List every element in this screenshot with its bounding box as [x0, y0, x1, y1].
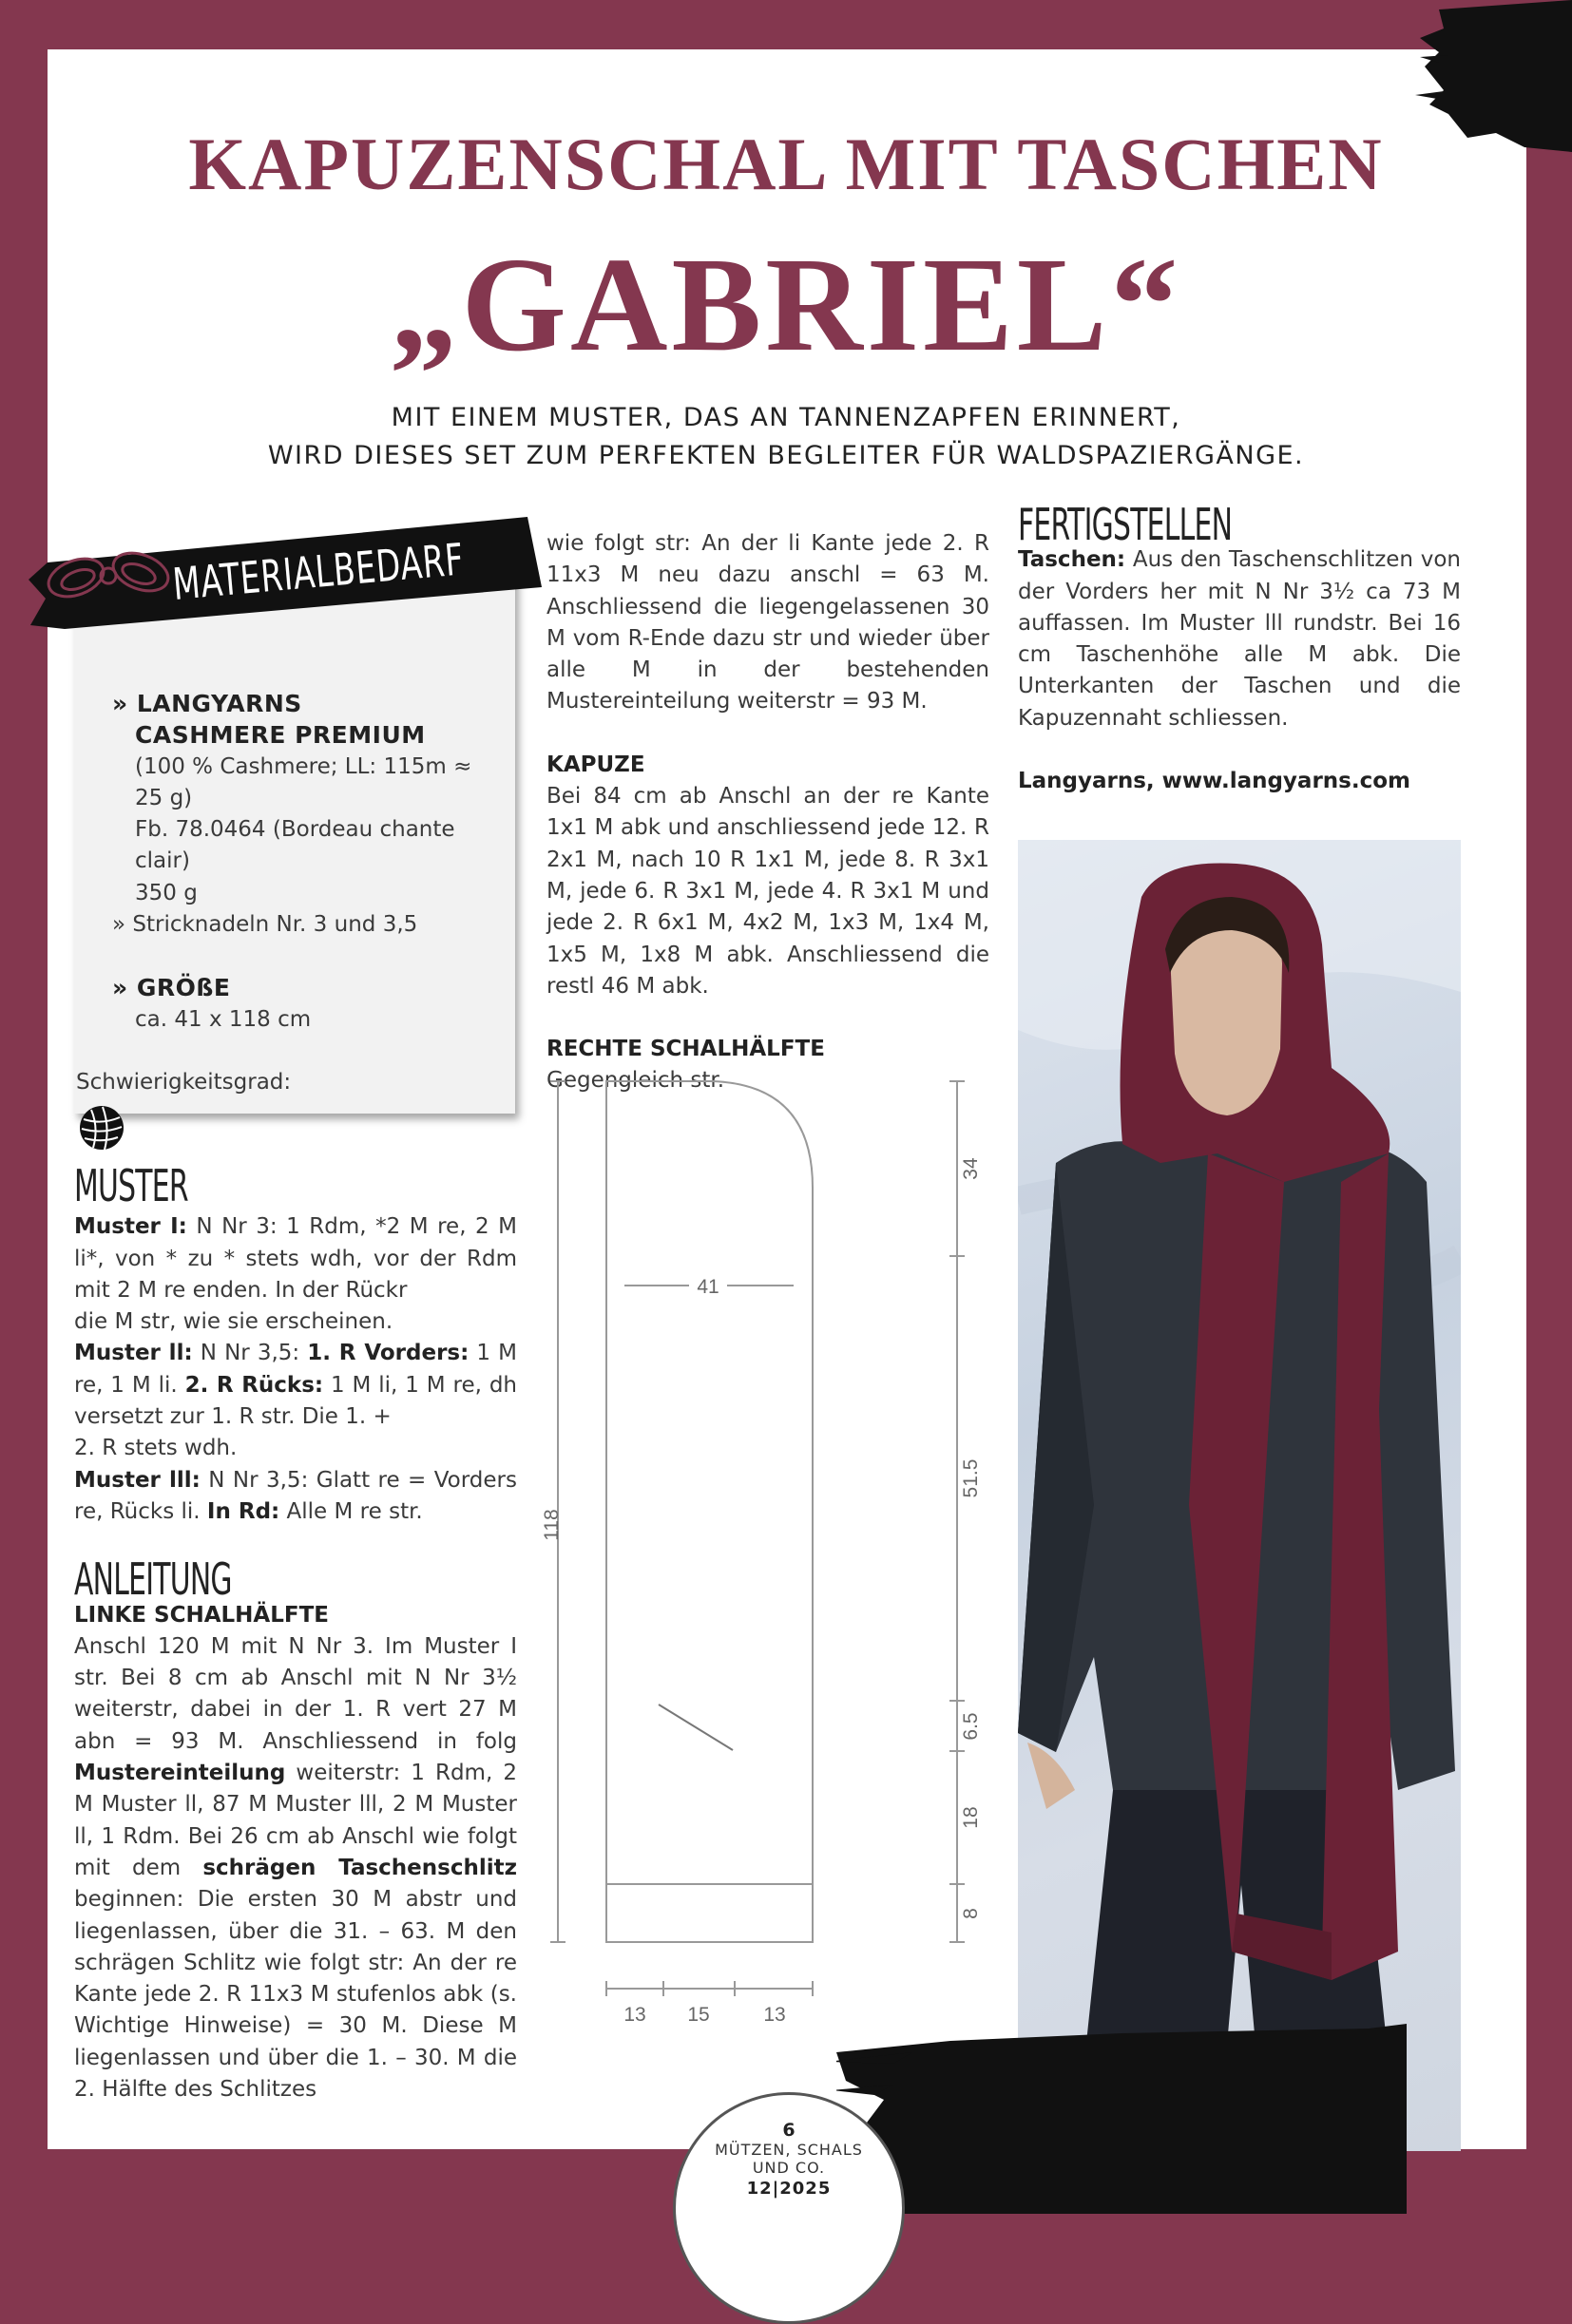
col2-continue-text: wie folgt str: An der li Kante jede 2. R 11x3 M neu dazu anschl = 63 M. Anschliessend die liegengelassenen 30 M vom R-Ende dazu str und wieder über alle M in der bestehenden Mustereinteilung weiterstr = 93 M. — [546, 531, 989, 714]
yarn-name-1: » LANGYARNS — [112, 690, 302, 717]
magazine-title-2: UND CO. — [752, 2159, 826, 2177]
schematic-diagram — [537, 1074, 993, 2024]
muster2-label: Muster ll: — [74, 1341, 193, 1366]
linke-heading: LINKE SCHALHÄLFTE — [74, 1602, 329, 1628]
muster-text — [74, 1211, 517, 1306]
anleitung-p1d: schrägen Taschenschlitz — [202, 1855, 517, 1880]
magazine-title-1: MÜTZEN, SCHALS — [715, 2141, 863, 2159]
pocket-slit — [659, 1705, 733, 1750]
fertig-text — [1018, 544, 1461, 734]
fertig-body: Aus den Taschenschlitzen von der Vorders her mit N Nr 3½ ca 73 M auffassen. Im Muster lll rundstr. Bei 16 cm Taschenhöhe alle M abk. Die Unterkanten der Taschen und die Kapuzennaht schliessen. — [1018, 547, 1461, 731]
muster2-d: 2. R stets wdh. — [74, 1436, 238, 1461]
dim-bottom-label: 8 — [960, 1908, 982, 1919]
dim-b3-label: 13 — [763, 2004, 786, 2024]
kapuze-heading: KAPUZE — [546, 752, 645, 777]
anleitung-p1b: Mustereinteilung — [74, 1761, 286, 1786]
anleitung-p1e: beginnen: Die ersten 30 M abstr und liegenlassen, über die 31. – 63. M den schrägen Schlitz wie folgt str: An der re Kante jede 2. R 11x3 M stufenlos abk (s. Wichtige Hinweise) = 30 M. Diese M liegenlassen und über die 1. – 30. M die 2. Hälfte des Schlitzes — [74, 1887, 517, 2103]
column-3 — [1018, 499, 1461, 797]
model-photo-illustration — [1018, 840, 1461, 2151]
yarn-detail-1: (100 % Cashmere; LL: 115m ≈ 25 g) — [135, 753, 472, 810]
dim-mid-label: 51.5 — [960, 1458, 982, 1498]
dim-slit-label: 6.5 — [960, 1712, 982, 1741]
yarn-detail-2: Fb. 78.0464 (Bordeau chante clair) — [135, 817, 455, 874]
dim-width-label: 41 — [697, 1276, 719, 1298]
dim-b2-label: 15 — [687, 2004, 710, 2024]
fertig-heading: FERTIGSTELLEN — [1018, 499, 1233, 550]
muster3-a: N Nr 3,5: Glatt re = Vorders re, Rücks li. — [74, 1467, 517, 1524]
muster-section — [74, 1160, 518, 2105]
muster2-c-label: 2. R Rücks: — [184, 1372, 324, 1398]
kapuze-text: Bei 84 cm ab Anschl an der re Kante 1x1 M abk und anschliessend jede 12. R 2x1 M, nach 10 R 1x1 M, jede 8. R 3x1 M, jede 6. R 3x1 M, jede 4. R 3x1 M und jede 2. R 6x1 M, 4x2 M, 1x3 M, 1x4 M, 1x5 M, 1x8 M abk. Anschliessend die restl 46 M abk. — [546, 784, 989, 999]
material-list — [76, 688, 502, 1162]
muster3-b: Alle M re str. — [279, 1498, 423, 1524]
difficulty-label: Schwierigkeitsgrad: — [76, 1069, 292, 1095]
muster1-text: N Nr 3: 1 Rdm, *2 M re, 2 M li*, von * zu * stets wdh, vor der Rdm mit 2 M re enden. In der Rückr — [74, 1214, 518, 1303]
muster-heading: MUSTER — [74, 1160, 188, 1211]
dim-lower-label: 18 — [960, 1806, 982, 1829]
model-photo — [1018, 840, 1461, 2151]
issue-number: 12|2025 — [746, 2179, 832, 2199]
muster3-b-label: In Rd: — [206, 1498, 280, 1524]
needles-item: » Stricknadeln Nr. 3 und 3,5 — [112, 912, 418, 938]
source-credit: Langyarns, www.langyarns.com — [1018, 769, 1410, 794]
muster2-text — [74, 1338, 517, 1433]
title-line-1: KAPUZENSCHAL MIT TASCHEN — [188, 123, 1384, 205]
muster2-c: 1 M li, 1 M re, dh versetzt zur 1. R str. Die 1. + — [74, 1372, 518, 1430]
dim-total-label: 118 — [541, 1509, 563, 1541]
material-heading: MATERIALBEDARF — [170, 533, 467, 610]
muster2-b: 1 M re, 1 M li. — [74, 1341, 517, 1398]
anleitung-text — [74, 1631, 517, 2105]
anleitung-p1c: weiterstr: 1 Rdm, 2 M Muster ll, 87 M Muster lll, 2 M Muster ll, 1 Rdm. Bei 26 cm ab Anschl wie folgt mit dem — [74, 1761, 517, 1880]
size-value: ca. 41 x 118 cm — [135, 1006, 312, 1032]
scarf-outline — [606, 1081, 813, 1942]
subtitle — [0, 399, 1572, 475]
anleitung-heading: ANLEITUNG — [74, 1553, 232, 1606]
muster3-label: Muster lll: — [74, 1467, 201, 1493]
fertig-label: Taschen: — [1018, 547, 1126, 573]
yarn-name-2: CASHMERE PREMIUM — [135, 721, 426, 750]
muster2-b-label: 1. R Vorders: — [307, 1341, 470, 1366]
size-heading: » GRÖßE — [112, 974, 231, 1002]
dim-top-label: 34 — [960, 1157, 982, 1180]
brush-stroke-bottom — [836, 2024, 1407, 2214]
rechte-text: Gegengleich str. — [546, 1068, 725, 1094]
dim-b1-label: 13 — [623, 2004, 646, 2024]
muster3-text — [74, 1465, 517, 1529]
yarn-ball-icon — [78, 1104, 125, 1152]
title-line-2: „GABRIEL“ — [390, 229, 1182, 379]
subtitle-line-2: WIRD DIESES SET ZUM PERFEKTEN BEGLEITER FÜR WALDSPAZIERGÄNGE. — [267, 441, 1305, 470]
page-badge — [673, 2092, 905, 2324]
muster1-text-2: die M str, wie sie erscheinen. — [74, 1309, 393, 1335]
anleitung-p1a: Anschl 120 M mit N Nr 3. Im Muster I str. Bei 8 cm ab Anschl mit N Nr 3½ weiterstr, dabei in der 1. R vert 27 M abn = 93 M. Anschliessend in folg — [74, 1633, 517, 1754]
page-number: 6 — [782, 2120, 796, 2141]
muster1-label: Muster I: — [74, 1214, 187, 1240]
muster2-a: N Nr 3,5: — [192, 1341, 308, 1366]
rechte-heading: RECHTE SCHALHÄLFTE — [546, 1037, 825, 1062]
column-2 — [546, 528, 989, 1097]
subtitle-line-1: MIT EINEM MUSTER, DAS AN TANNENZAPFEN ERINNERT, — [391, 403, 1181, 432]
yarn-detail-3: 350 g — [135, 880, 198, 905]
